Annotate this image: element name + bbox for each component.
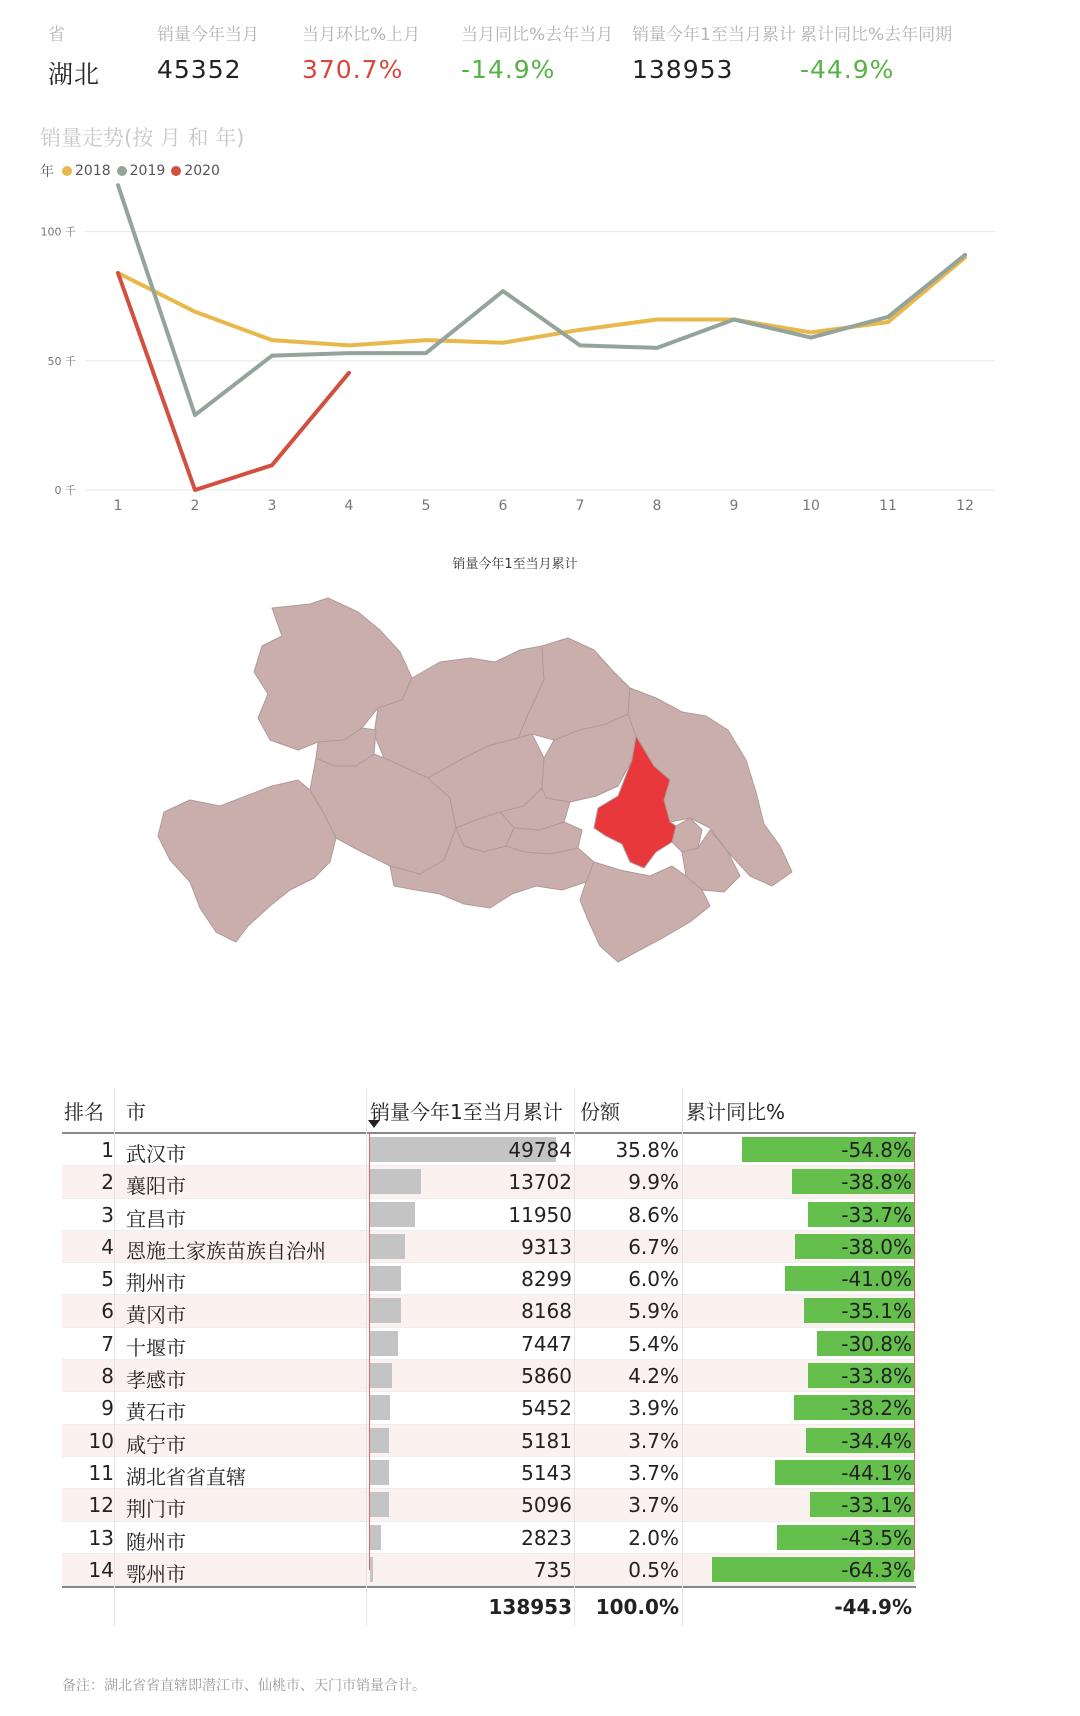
col-divider: [366, 1088, 367, 1626]
table-row[interactable]: [62, 1166, 916, 1198]
rank-cell: 2: [101, 1170, 114, 1195]
x-tick-label: 10: [802, 498, 820, 514]
x-tick-label: 3: [267, 498, 277, 514]
map-region-ezhou[interactable]: [672, 818, 702, 852]
yoy-bar-axis: [914, 1132, 915, 1570]
col-divider: [574, 1088, 575, 1626]
table-row[interactable]: [62, 1392, 916, 1424]
yoy-cell: -33.1%: [841, 1493, 912, 1518]
y-tick-label: 0 千: [54, 484, 76, 497]
sales-cell: 9313: [521, 1234, 572, 1259]
legend-item-2018[interactable]: [62, 163, 111, 179]
sales-cell: 5096: [521, 1493, 572, 1518]
kpi-ytd-sales-value: 138953: [632, 55, 734, 84]
kpi-header-mom: 当月环比%上月: [302, 25, 421, 45]
share-cell: 3.7%: [628, 1493, 679, 1518]
city-cell: 武汉市: [126, 1142, 186, 1166]
sales-cell: 5143: [521, 1460, 572, 1485]
legend-item-2020[interactable]: [171, 163, 220, 179]
sales-cell: 5860: [521, 1364, 572, 1389]
table-body: [62, 1134, 916, 1586]
sales-bar-axis: [369, 1132, 370, 1570]
legend-title: 年: [40, 164, 54, 180]
table-row[interactable]: [62, 1522, 916, 1554]
city-cell: 黄石市: [126, 1400, 186, 1425]
table-header: [62, 1088, 916, 1134]
share-cell: 5.9%: [628, 1299, 679, 1324]
table-row[interactable]: [62, 1425, 916, 1457]
share-cell: 3.7%: [628, 1428, 679, 1453]
share-cell: 9.9%: [628, 1170, 679, 1195]
city-cell: 黄冈市: [126, 1303, 186, 1328]
kpi-header-month-sales: 销量今年当月: [157, 25, 259, 45]
col-header-share[interactable]: 份额: [580, 1100, 620, 1124]
sales-cell: 5181: [521, 1428, 572, 1453]
yoy-cell: -54.8%: [841, 1138, 912, 1162]
table-row[interactable]: [62, 1328, 916, 1360]
rank-cell: 6: [101, 1299, 114, 1324]
legend-dot-2020: [171, 166, 181, 176]
y-tick-label: 100 千: [40, 225, 76, 239]
trend-chart-title: 销量走势(按 月 和 年): [40, 126, 245, 150]
col-header-yoy[interactable]: 累计同比%: [686, 1100, 786, 1124]
trend-legend: [40, 161, 226, 181]
city-cell: 恩施土家族苗族自治州: [126, 1238, 326, 1263]
rank-cell: 1: [101, 1138, 114, 1162]
x-tick-label: 7: [575, 498, 585, 514]
sales-cell: 11950: [508, 1202, 572, 1227]
table-row[interactable]: [62, 1489, 916, 1521]
sales-cell: 8168: [521, 1299, 572, 1324]
legend-dot-2018: [62, 166, 72, 176]
table-row[interactable]: [62, 1263, 916, 1295]
kpi-yoy-month-value: -14.9%: [461, 55, 556, 84]
total-yoy: -44.9%: [834, 1595, 912, 1620]
rank-cell: 3: [101, 1202, 114, 1227]
map-title: 销量今年1至当月累计: [452, 557, 578, 572]
rank-cell: 10: [88, 1428, 114, 1453]
x-tick-label: 6: [498, 498, 508, 514]
table-row[interactable]: [62, 1360, 916, 1392]
yoy-cell: -35.1%: [841, 1299, 912, 1324]
ranking-table: [62, 1088, 916, 1626]
share-cell: 6.7%: [628, 1234, 679, 1259]
table-row[interactable]: [62, 1134, 916, 1166]
table-row[interactable]: [62, 1554, 916, 1586]
rank-cell: 14: [88, 1557, 114, 1582]
share-cell: 35.8%: [615, 1138, 679, 1162]
x-tick-label: 1: [113, 498, 123, 514]
x-tick-label: 9: [729, 498, 739, 514]
rank-cell: 11: [88, 1460, 114, 1485]
table-row[interactable]: [62, 1457, 916, 1489]
map-regions: [158, 598, 792, 962]
y-tick-label: 50 千: [47, 354, 76, 368]
legend-label-2018: 2018: [75, 163, 111, 179]
series-line-2020: [118, 273, 349, 490]
kpi-province-value: 湖北: [48, 60, 101, 89]
city-cell: 孝感市: [126, 1368, 186, 1393]
city-cell: 鄂州市: [126, 1561, 186, 1586]
hubei-map[interactable]: [150, 590, 870, 1050]
sales-cell: 49784: [508, 1138, 572, 1162]
yoy-cell: -64.3%: [841, 1557, 912, 1582]
rank-cell: 4: [101, 1234, 114, 1259]
city-cell: 荆门市: [126, 1497, 186, 1522]
col-header-rank[interactable]: 排名: [64, 1100, 104, 1124]
legend-item-2019[interactable]: [117, 163, 166, 179]
kpi-mom-value: 370.7%: [302, 55, 404, 84]
table-row[interactable]: [62, 1199, 916, 1231]
kpi-month-sales-value: 45352: [157, 55, 242, 84]
sales-cell: 2823: [521, 1525, 572, 1550]
table-total-row: [62, 1586, 916, 1626]
yoy-cell: -43.5%: [841, 1525, 912, 1550]
sales-cell: 7447: [521, 1331, 572, 1356]
rank-cell: 5: [101, 1267, 114, 1292]
rank-cell: 12: [88, 1493, 114, 1518]
share-cell: 8.6%: [628, 1202, 679, 1227]
x-tick-label: 11: [879, 498, 897, 514]
kpi-header-ytd-yoy: 累计同比%去年同期: [800, 25, 953, 45]
x-tick-label: 5: [421, 498, 431, 514]
yoy-cell: -44.1%: [841, 1460, 912, 1485]
map-region-enshi[interactable]: [158, 780, 336, 942]
rank-cell: 8: [101, 1364, 114, 1389]
share-cell: 3.9%: [628, 1396, 679, 1421]
share-cell: 0.5%: [628, 1557, 679, 1582]
col-divider: [682, 1088, 683, 1626]
x-tick-label: 4: [344, 498, 354, 514]
yoy-cell: -38.2%: [841, 1396, 912, 1421]
kpi-header-ytd-sales: 销量今年1至当月累计: [632, 25, 796, 45]
yoy-cell: -41.0%: [841, 1267, 912, 1292]
sales-cell: 8299: [521, 1267, 572, 1292]
x-tick-label: 2: [190, 498, 200, 514]
kpi-header-yoy-month: 当月同比%去年当月: [461, 25, 614, 45]
yoy-cell: -30.8%: [841, 1331, 912, 1356]
col-header-ytd-sales[interactable]: 销量今年1至当月累计: [370, 1100, 563, 1124]
sales-cell: 5452: [521, 1396, 572, 1421]
yoy-cell: -34.4%: [841, 1428, 912, 1453]
x-tick-label: 12: [956, 498, 974, 514]
legend-label-2020: 2020: [184, 163, 220, 179]
rank-cell: 9: [101, 1396, 114, 1421]
yoy-cell: -33.7%: [841, 1202, 912, 1227]
city-cell: 宜昌市: [126, 1206, 186, 1231]
kpi-ytd-yoy-value: -44.9%: [800, 55, 895, 84]
sales-cell: 13702: [508, 1170, 572, 1195]
yoy-cell: -38.8%: [841, 1170, 912, 1195]
city-cell: 十堰市: [126, 1335, 186, 1360]
sort-desc-icon[interactable]: [368, 1120, 380, 1128]
yoy-cell: -38.0%: [841, 1234, 912, 1259]
col-divider: [114, 1088, 115, 1626]
rank-cell: 13: [88, 1525, 114, 1550]
city-cell: 咸宁市: [126, 1432, 186, 1457]
kpi-header-province: 省: [48, 25, 65, 45]
col-header-city[interactable]: 市: [126, 1100, 146, 1124]
kpi-header: [0, 0, 1080, 110]
footnote: 备注：湖北省省直辖即潜江市、仙桃市、天门市销量合计。: [62, 1678, 426, 1694]
total-share: 100.0%: [595, 1595, 679, 1620]
series-line-2019: [118, 185, 965, 415]
legend-label-2019: 2019: [129, 163, 166, 179]
city-cell: 随州市: [126, 1529, 186, 1554]
yoy-cell: -33.8%: [841, 1364, 912, 1389]
rank-cell: 7: [101, 1331, 114, 1356]
city-cell: 湖北省省直辖: [126, 1464, 246, 1489]
share-cell: 5.4%: [628, 1331, 679, 1356]
share-cell: 4.2%: [628, 1364, 679, 1389]
share-cell: 6.0%: [628, 1267, 679, 1292]
trend-line-chart: [0, 180, 1080, 520]
share-cell: 2.0%: [628, 1525, 679, 1550]
city-cell: 荆州市: [126, 1271, 186, 1296]
total-sales: 138953: [488, 1595, 572, 1620]
city-cell: 襄阳市: [126, 1174, 186, 1199]
table-row[interactable]: [62, 1231, 916, 1263]
legend-dot-2019: [117, 166, 127, 176]
share-cell: 3.7%: [628, 1460, 679, 1485]
x-tick-label: 8: [652, 498, 662, 514]
sales-cell: 735: [533, 1557, 572, 1582]
table-row[interactable]: [62, 1295, 916, 1327]
